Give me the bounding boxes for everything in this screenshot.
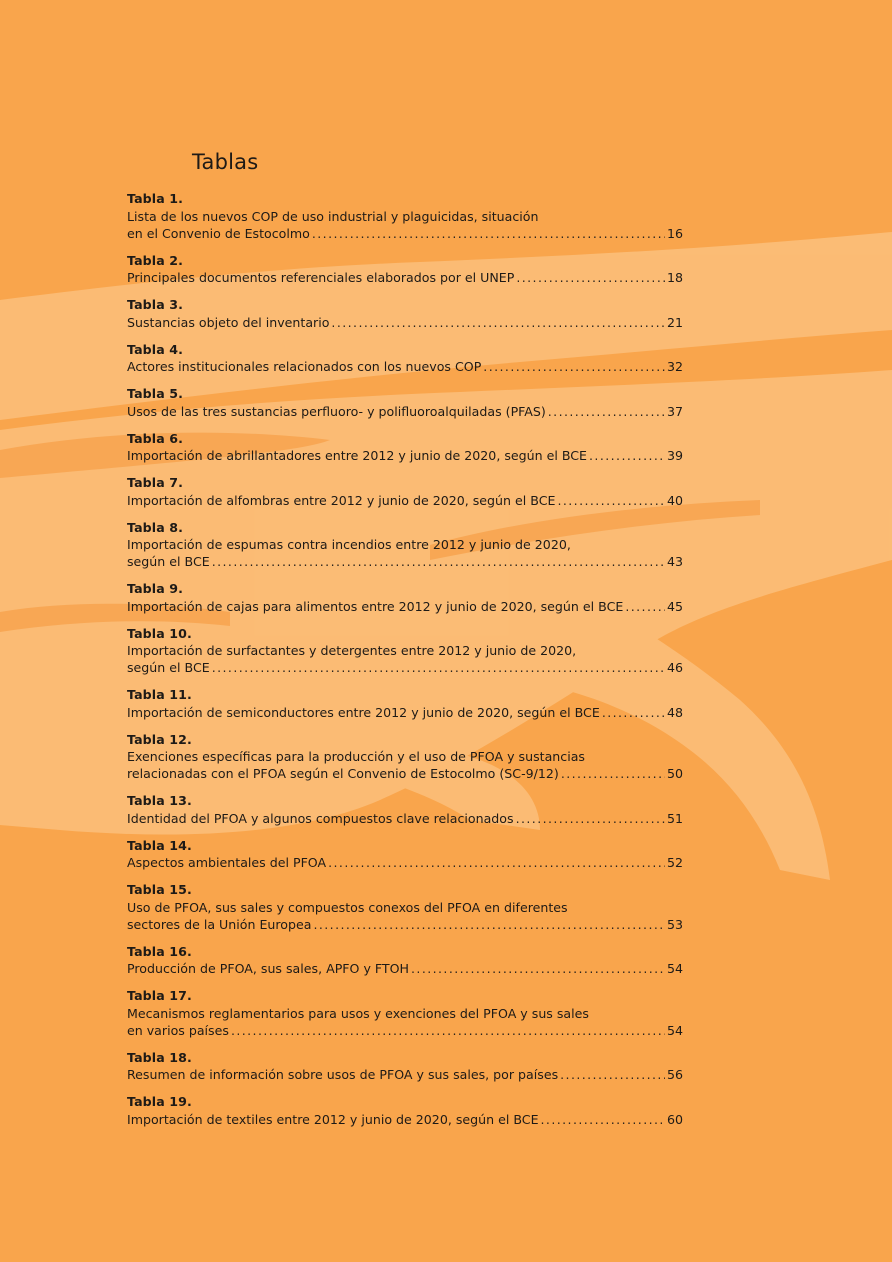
page-number: 46	[666, 660, 683, 675]
page-number: 40	[666, 492, 683, 508]
dot-leader	[516, 810, 665, 827]
toc-entry[interactable]	[127, 342, 683, 376]
entry-leader-line	[127, 704, 683, 721]
dot-leader	[561, 765, 665, 782]
entry-leader-line	[127, 553, 683, 570]
entry-text: Sustancias objeto del inventario	[127, 314, 330, 330]
entry-heading: Tabla 19.	[127, 1094, 192, 1109]
entry-heading: Tabla 7.	[127, 475, 184, 490]
toc-entry[interactable]	[127, 838, 683, 872]
entry-leader-line	[127, 314, 683, 331]
entry-text: Actores institucionales relacionados con los nuevos COP	[127, 359, 482, 374]
page-number: 48	[666, 704, 683, 720]
entry-text: en el Convenio de Estocolmo	[127, 225, 310, 241]
entry-text-line: Importación de surfactantes y detergentes entre 2012 y junio de 2020,	[127, 643, 577, 658]
entry-leader-line	[127, 960, 683, 977]
dot-leader	[625, 598, 665, 615]
entry-leader-line	[127, 1022, 683, 1039]
toc-entry[interactable]	[127, 793, 683, 827]
entry-heading: Tabla 5.	[127, 386, 184, 401]
entry-text: Importación de semiconductores entre 2012 y junio de 2020, según el BCE	[127, 704, 600, 720]
dot-leader	[328, 854, 665, 871]
toc-entry[interactable]	[127, 1050, 683, 1084]
dot-leader	[483, 358, 665, 375]
toc-entry[interactable]	[127, 581, 683, 615]
entry-text: Importación de alfombras entre 2012 y junio de 2020, según el BCE	[127, 492, 556, 508]
entry-heading: Tabla 10.	[127, 625, 192, 641]
toc-list	[127, 191, 683, 1139]
toc-entry[interactable]	[127, 520, 683, 571]
entry-leader-line	[127, 810, 683, 827]
page-number: 18	[666, 270, 683, 285]
entry-text: Importación de abrillantadores entre 2012 y junio de 2020, según el BCE	[127, 448, 588, 463]
page-number: 56	[666, 1067, 683, 1082]
dot-leader	[312, 225, 665, 242]
dot-leader	[602, 704, 665, 721]
entry-heading: Tabla 18.	[127, 1049, 192, 1065]
entry-heading: Tabla 15.	[127, 882, 192, 897]
toc-entry[interactable]	[127, 944, 683, 978]
toc-entry[interactable]	[127, 988, 683, 1039]
toc-entry[interactable]	[127, 386, 683, 420]
toc-entry[interactable]	[127, 431, 683, 465]
entry-heading: Tabla 3.	[127, 297, 184, 312]
page-number: 37	[666, 403, 683, 419]
dot-leader	[313, 916, 665, 933]
page-number: 32	[666, 359, 683, 374]
entry-text: Resumen de información sobre usos de PFOA y sus sales, por países	[127, 1067, 559, 1082]
entry-text: sectores de la Unión Europea	[127, 916, 312, 932]
entry-heading: Tabla 8.	[127, 519, 184, 535]
entry-heading: Tabla 13.	[127, 793, 192, 808]
page-number: 50	[666, 766, 683, 781]
page-number: 51	[666, 810, 683, 826]
page-number: 43	[666, 554, 683, 569]
toc-entry[interactable]	[127, 253, 683, 287]
entry-leader-line	[127, 492, 683, 509]
entry-text: Identidad del PFOA y algunos compuestos clave relacionados	[127, 810, 514, 826]
dot-leader	[516, 269, 665, 286]
entry-heading: Tabla 12.	[127, 731, 192, 747]
toc-entry[interactable]	[127, 626, 683, 677]
page-number: 54	[666, 1022, 683, 1038]
dot-leader	[212, 553, 665, 570]
entry-text: Principales documentos referenciales elaborados por el UNEP	[127, 270, 515, 285]
page-number: 45	[666, 598, 683, 614]
dot-leader	[548, 403, 665, 420]
entry-text-line: Importación de espumas contra incendios entre 2012 y junio de 2020,	[127, 537, 571, 552]
dot-leader	[331, 314, 665, 331]
toc-entry[interactable]	[127, 882, 683, 933]
entry-leader-line	[127, 358, 683, 375]
entry-leader-line	[127, 225, 683, 242]
page-number: 16	[666, 225, 683, 241]
page-number: 52	[666, 855, 683, 870]
entry-text: Usos de las tres sustancias perfluoro- y polifluoroalquiladas (PFAS)	[127, 403, 546, 419]
entry-text-line: Exenciones específicas para la producción y el uso de PFOA y sustancias	[127, 749, 585, 764]
toc-entry[interactable]	[127, 687, 683, 721]
entry-leader-line	[127, 1066, 683, 1083]
entry-text: Importación de cajas para alimentos entre 2012 y junio de 2020, según el BCE	[127, 598, 624, 614]
entry-text: Importación de textiles entre 2012 y junio de 2020, según el BCE	[127, 1111, 539, 1127]
entry-text-line: Lista de los nuevos COP de uso industrial y plaguicidas, situación	[127, 208, 539, 224]
entry-heading: Tabla 6.	[127, 430, 184, 446]
entry-heading: Tabla 16.	[127, 943, 192, 959]
dot-leader	[560, 1066, 665, 1083]
entry-text-line: Uso de PFOA, sus sales y compuestos conexos del PFOA en diferentes	[127, 899, 568, 915]
dot-leader	[541, 1111, 665, 1128]
entry-text: en varios países	[127, 1022, 229, 1038]
entry-heading: Tabla 4.	[127, 341, 184, 357]
entry-leader-line	[127, 765, 683, 782]
page-number: 21	[666, 314, 683, 330]
toc-entry[interactable]	[127, 191, 683, 242]
toc-entry[interactable]	[127, 732, 683, 783]
entry-leader-line	[127, 269, 683, 286]
entry-leader-line	[127, 598, 683, 615]
entry-heading: Tabla 14.	[127, 837, 192, 853]
dot-leader	[557, 492, 665, 509]
entry-text-line: Mecanismos reglamentarios para usos y exenciones del PFOA y sus sales	[127, 1005, 589, 1021]
dot-leader	[231, 1022, 665, 1039]
entry-leader-line	[127, 447, 683, 464]
entry-text: según el BCE	[127, 554, 210, 569]
entry-leader-line	[127, 403, 683, 420]
entry-leader-line	[127, 1111, 683, 1128]
dot-leader	[212, 659, 665, 676]
entry-text: Producción de PFOA, sus sales, APFO y FTOH	[127, 961, 410, 976]
toc-entry[interactable]	[127, 475, 683, 509]
entry-leader-line	[127, 659, 683, 676]
page-number: 54	[666, 961, 683, 976]
entry-heading: Tabla 17.	[127, 988, 192, 1003]
entry-heading: Tabla 2.	[127, 252, 184, 268]
entry-heading: Tabla 9.	[127, 581, 184, 596]
entry-heading: Tabla 11.	[127, 687, 192, 702]
entry-text: relacionadas con el PFOA según el Convenio de Estocolmo (SC-9/12)	[127, 766, 559, 781]
page-number: 60	[666, 1111, 683, 1127]
entry-leader-line	[127, 916, 683, 933]
toc-entry[interactable]	[127, 297, 683, 331]
entry-leader-line	[127, 854, 683, 871]
page-title: Tablas	[192, 150, 259, 174]
toc-entry[interactable]	[127, 1094, 683, 1128]
page-number: 39	[666, 448, 683, 463]
entry-heading: Tabla 1.	[127, 191, 184, 206]
entry-text: Aspectos ambientales del PFOA	[127, 855, 327, 870]
page-number: 53	[666, 916, 683, 932]
dot-leader	[589, 447, 665, 464]
dot-leader	[411, 960, 665, 977]
entry-text: según el BCE	[127, 660, 210, 675]
